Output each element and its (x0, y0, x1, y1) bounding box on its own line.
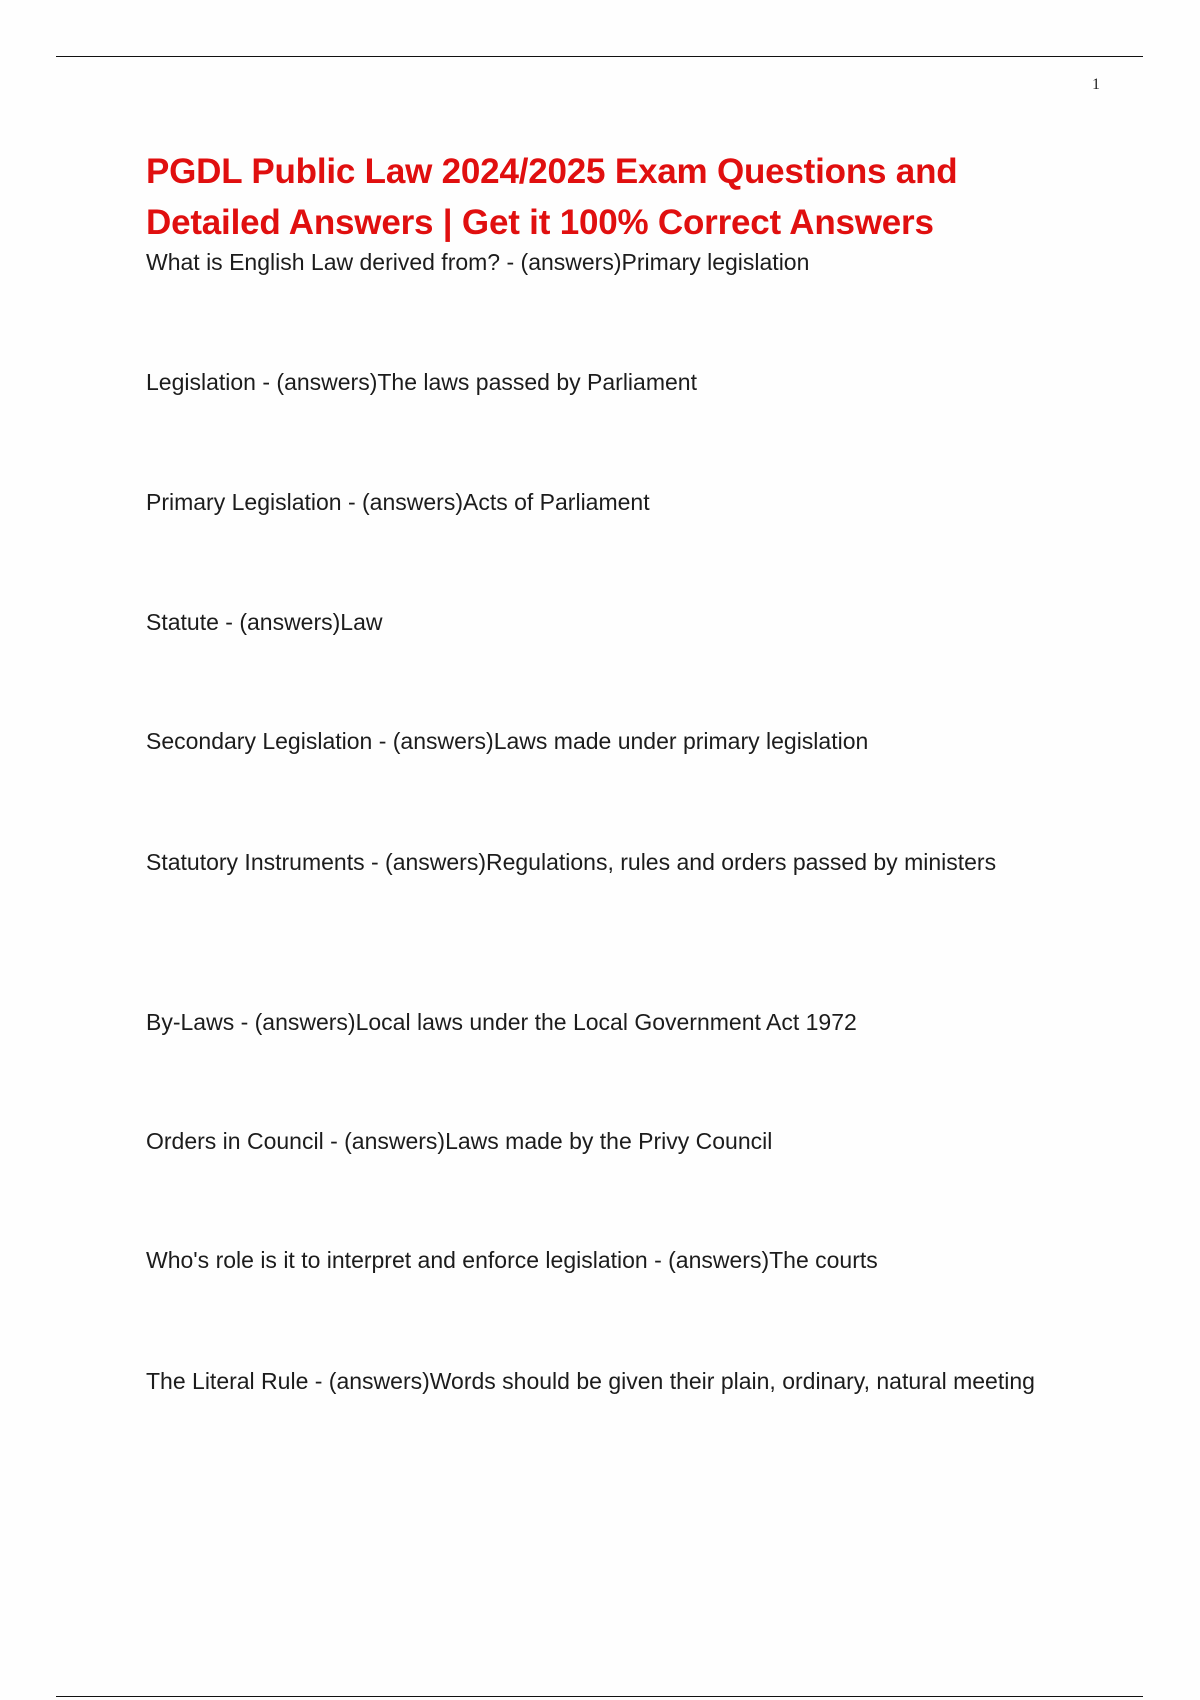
qa-item: Who's role is it to interpret and enforce legislation - (answers)The courts (146, 1247, 878, 1273)
qa-item: Secondary Legislation - (answers)Laws made under primary legislation (146, 728, 869, 754)
qa-item: By-Laws - (answers)Local laws under the Local Government Act 1972 (146, 1009, 857, 1035)
header-rule (56, 56, 1143, 57)
footer-rule (56, 1696, 1143, 1697)
qa-item: Legislation - (answers)The laws passed by Parliament (146, 369, 697, 395)
qa-item: Statute - (answers)Law (146, 609, 383, 635)
qa-item: The Literal Rule - (answers)Words should be given their plain, ordinary, natural meeting (146, 1368, 1035, 1394)
qa-item: Orders in Council - (answers)Laws made by the Privy Council (146, 1128, 773, 1154)
qa-item: What is English Law derived from? - (answers)Primary legislation (146, 249, 810, 275)
qa-item: Primary Legislation - (answers)Acts of Parliament (146, 489, 650, 515)
qa-item: Statutory Instruments - (answers)Regulations, rules and orders passed by ministers (146, 849, 997, 875)
page-number: 1 (1092, 76, 1100, 93)
document-title: PGDL Public Law 2024/2025 Exam Questions and Detailed Answers | Get it 100% Correct Answers (146, 152, 958, 242)
